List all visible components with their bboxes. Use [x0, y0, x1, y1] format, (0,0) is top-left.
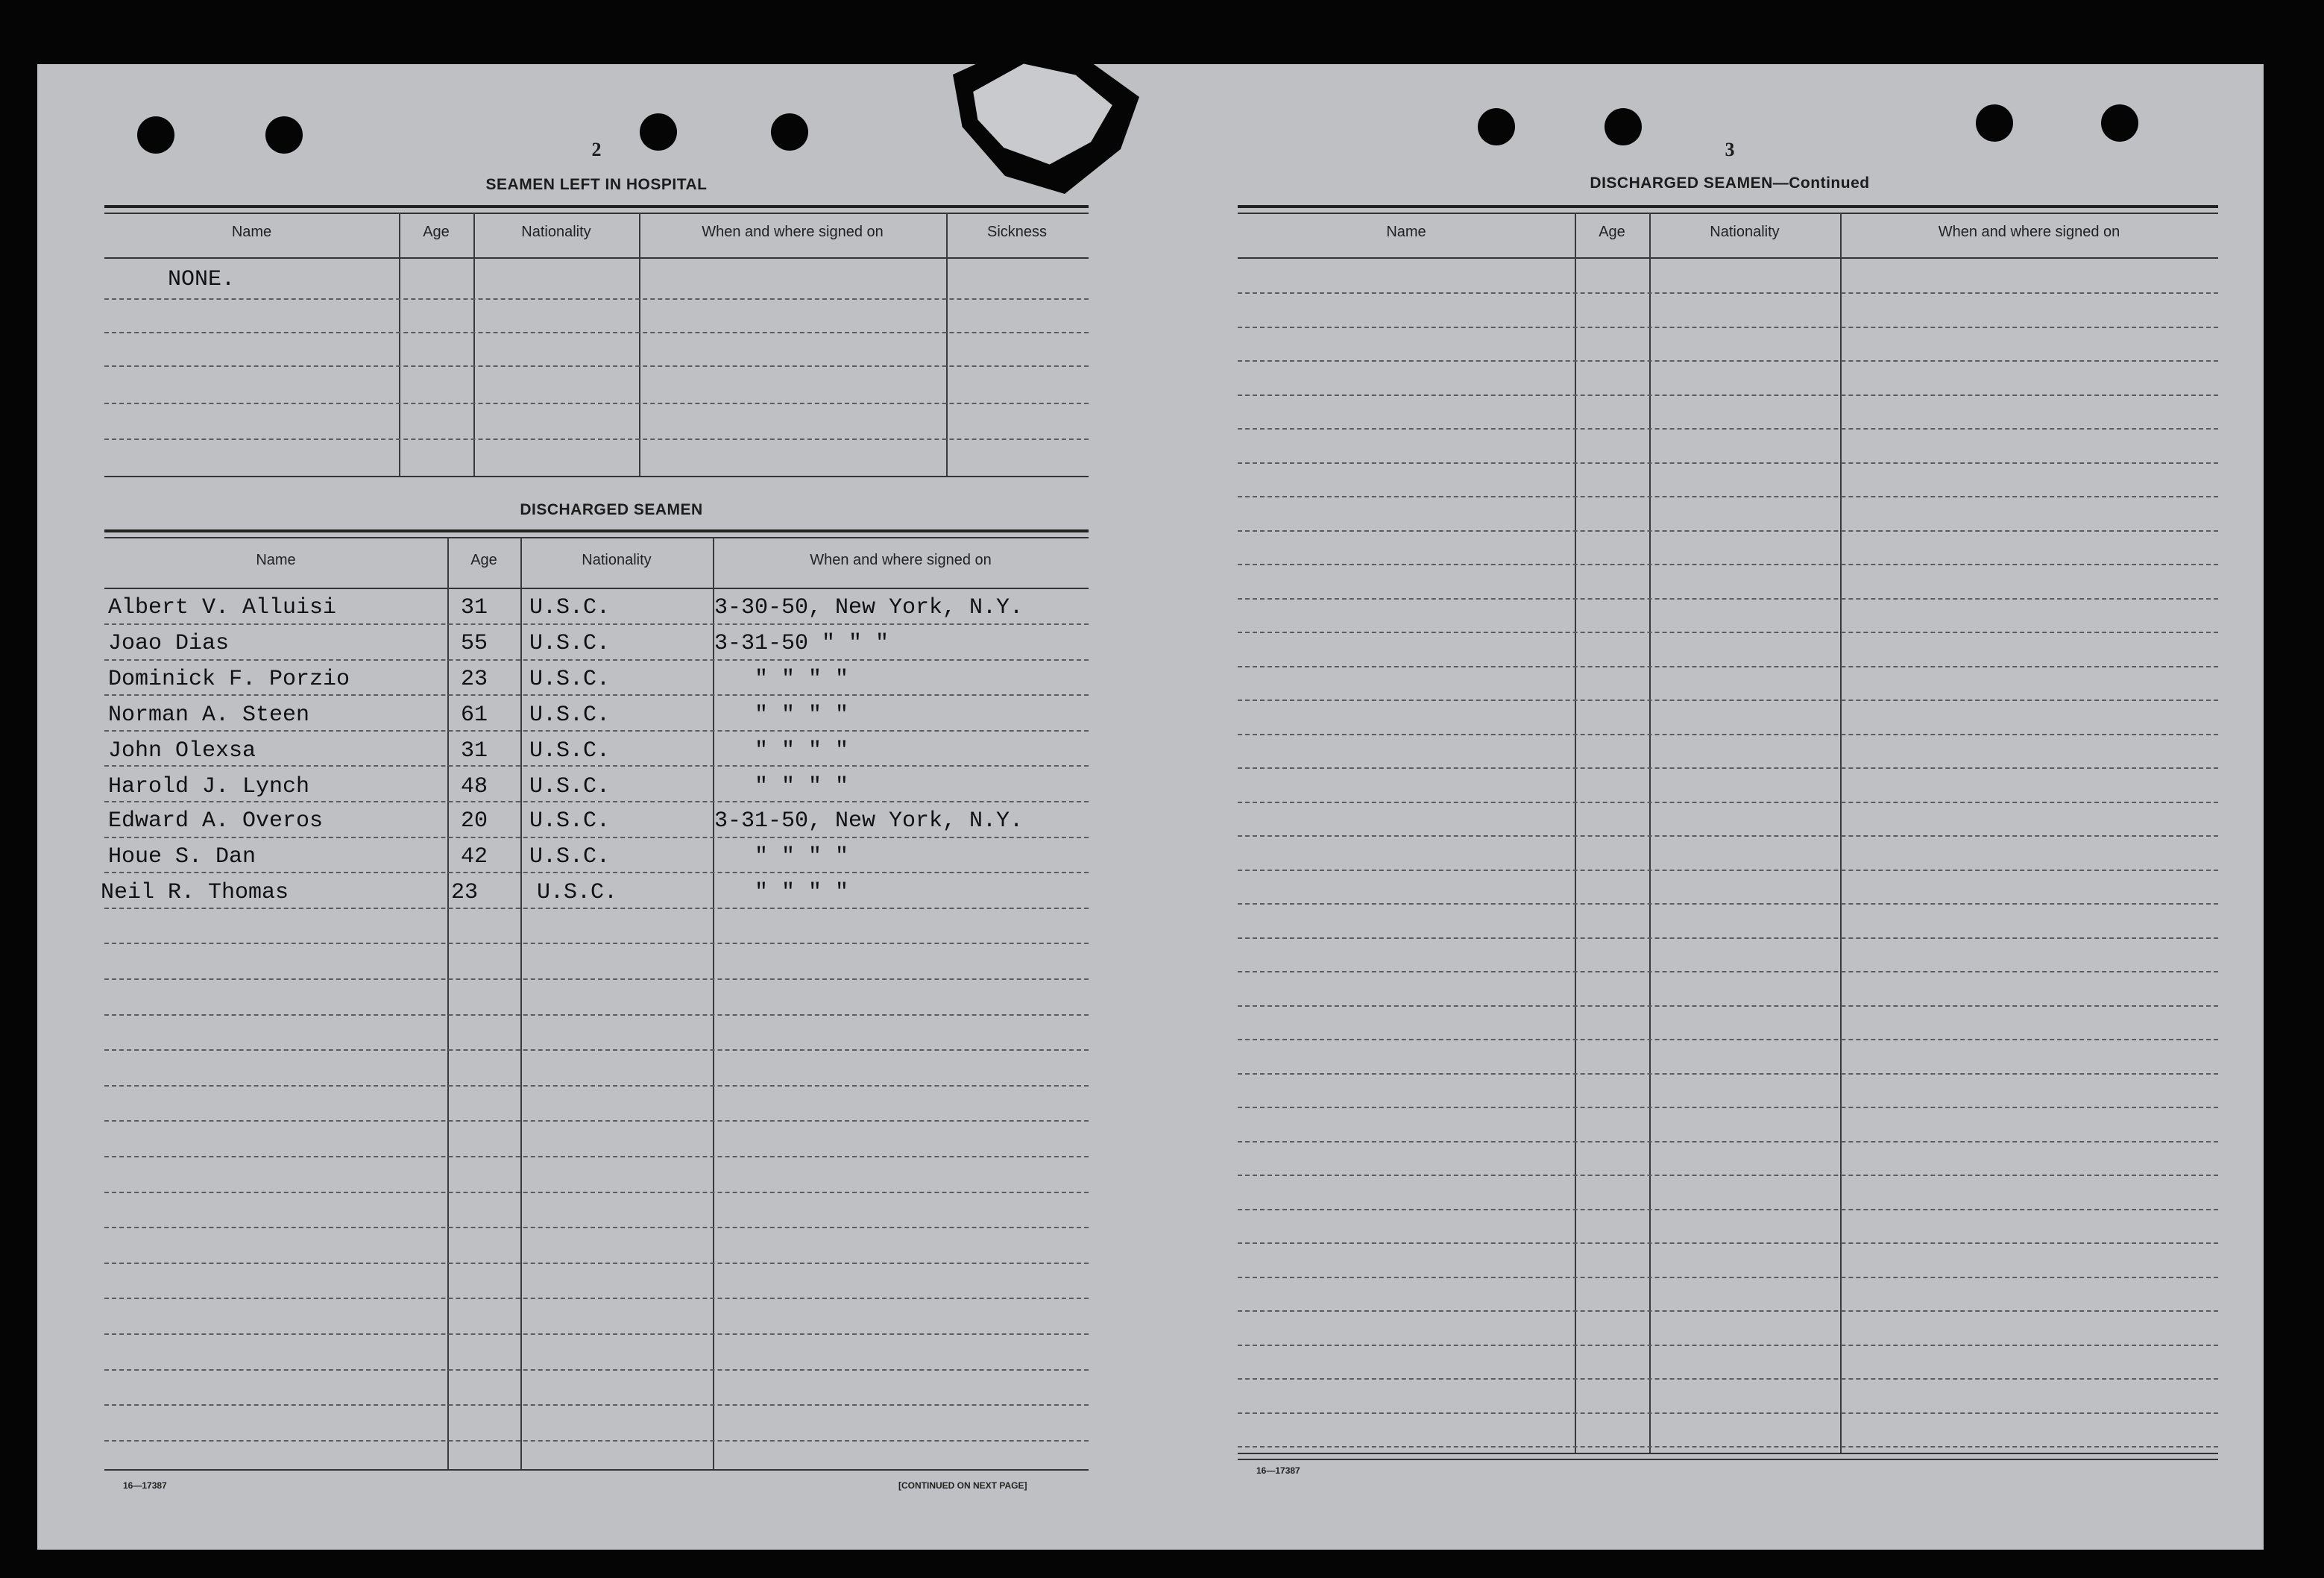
column-header-name: Name: [1386, 224, 1426, 240]
row-line: [1238, 903, 2218, 905]
seaman-nationality: U.S.C.: [529, 702, 611, 728]
row-line: [104, 438, 1089, 440]
seaman-nationality: U.S.C.: [529, 844, 611, 870]
section-rule: [104, 537, 1089, 538]
row-line: [104, 943, 1089, 944]
column-header-signed-on: When and where signed on: [1938, 224, 2120, 240]
column-header-age: Age: [1599, 224, 1625, 240]
row-line: [1238, 1412, 2218, 1414]
seaman-nationality: U.S.C.: [537, 880, 618, 905]
row-line: [1238, 327, 2218, 328]
row-line: [1238, 564, 2218, 565]
row-line: [104, 872, 1089, 873]
row-line: [104, 978, 1089, 980]
row-line: [1238, 428, 2218, 430]
seaman-nationality: U.S.C.: [529, 774, 611, 799]
row-line: [104, 837, 1089, 838]
seaman-name: Neil R. Thomas: [101, 880, 289, 905]
row-line: [104, 1263, 1089, 1264]
section-rule: [104, 205, 1089, 208]
row-line: [104, 1120, 1089, 1122]
column-header-nationality: Nationality: [582, 552, 652, 568]
punch-hole: [1478, 108, 1515, 145]
row-line: [1238, 802, 2218, 803]
row-line: [104, 1333, 1089, 1335]
column-header-nationality: Nationality: [1710, 224, 1780, 240]
seaman-signed-on: 3-30-50, New York, N.Y.: [714, 595, 1024, 620]
row-line: [1238, 1310, 2218, 1312]
section-rule: [1238, 205, 2218, 208]
seaman-age: 55: [461, 631, 488, 656]
row-line: [1238, 971, 2218, 972]
seaman-signed-on: " " " ": [755, 667, 849, 692]
seaman-age: 20: [461, 808, 488, 834]
punch-hole: [1605, 108, 1642, 145]
row-line: [104, 659, 1089, 661]
row-line: [104, 908, 1089, 909]
hospital-entry-none: NONE.: [168, 267, 236, 292]
column-header-signed-on: When and where signed on: [702, 224, 884, 240]
row-line: [1238, 1039, 2218, 1040]
section-rule: [104, 213, 1089, 214]
row-line: [1238, 767, 2218, 769]
discharged-section-title: DISCHARGED SEAMEN: [520, 501, 703, 518]
row-line: [104, 1227, 1089, 1228]
seaman-name: Joao Dias: [108, 631, 230, 656]
seaman-nationality: U.S.C.: [529, 738, 611, 764]
page-number-right: 3: [1725, 139, 1735, 160]
column-header-age: Age: [423, 224, 450, 240]
header-rule: [1238, 257, 2218, 259]
column-header-sickness: Sickness: [986, 224, 1048, 240]
row-line: [1238, 666, 2218, 667]
seaman-signed-on: " " " ": [755, 774, 849, 799]
column-divider: [946, 213, 948, 477]
seaman-signed-on: " " " ": [755, 702, 849, 728]
seaman-nationality: U.S.C.: [529, 595, 611, 620]
seaman-name: Houe S. Dan: [108, 844, 256, 870]
document-sheet: [37, 64, 2264, 1550]
row-line: [1238, 292, 2218, 294]
row-line: [104, 1014, 1089, 1016]
column-divider: [473, 213, 475, 477]
seaman-signed-on: 3-31-50 " " ": [714, 631, 889, 656]
row-line: [104, 332, 1089, 333]
punch-hole: [1976, 104, 2013, 142]
row-line: [1238, 632, 2218, 633]
row-line: [104, 1085, 1089, 1087]
punch-hole: [137, 116, 174, 154]
row-line: [104, 1369, 1089, 1371]
row-line: [104, 1404, 1089, 1406]
row-line: [104, 298, 1089, 300]
row-line: [1238, 1446, 2218, 1447]
row-line: [104, 623, 1089, 625]
page-number-left: 2: [591, 139, 602, 160]
punch-hole: [771, 113, 808, 151]
column-divider: [713, 537, 714, 1469]
punch-hole: [2101, 104, 2138, 142]
seaman-nationality: U.S.C.: [529, 808, 611, 834]
punch-hole: [265, 116, 303, 154]
seaman-age: 31: [461, 595, 488, 620]
row-line: [1238, 734, 2218, 735]
row-line: [1238, 530, 2218, 532]
column-divider: [447, 537, 449, 1469]
row-line: [104, 730, 1089, 732]
seaman-name: John Olexsa: [108, 738, 256, 764]
row-line: [1238, 1175, 2218, 1176]
row-line: [1238, 1141, 2218, 1142]
table-bottom-rule: [1238, 1459, 2218, 1460]
column-divider: [399, 213, 400, 477]
column-header-name: Name: [231, 224, 272, 240]
row-line: [1238, 462, 2218, 464]
row-line: [1238, 1277, 2218, 1278]
form-number-right: 16—17387: [1256, 1465, 1300, 1476]
row-line: [104, 403, 1089, 404]
punch-hole: [640, 113, 677, 151]
seaman-name: Dominick F. Porzio: [108, 667, 350, 692]
column-header-nationality: Nationality: [521, 224, 591, 240]
row-line: [1238, 598, 2218, 600]
form-number-left: 16—17387: [123, 1480, 167, 1491]
table-bottom-rule: [104, 1469, 1089, 1471]
hospital-section-title: SEAMEN LEFT IN HOSPITAL: [485, 176, 708, 193]
column-divider: [520, 537, 522, 1469]
row-line: [1238, 1378, 2218, 1380]
continued-note: [CONTINUED ON NEXT PAGE]: [898, 1480, 1027, 1491]
row-line: [104, 1298, 1089, 1299]
row-line: [1238, 1345, 2218, 1346]
row-line: [1238, 1073, 2218, 1075]
column-header-name: Name: [256, 552, 296, 568]
row-line: [1238, 700, 2218, 701]
seaman-signed-on: " " " ": [755, 738, 849, 764]
seaman-age: 23: [451, 880, 479, 905]
row-line: [104, 1156, 1089, 1157]
row-line: [104, 765, 1089, 767]
seaman-signed-on: 3-31-50, New York, N.Y.: [714, 808, 1024, 834]
column-divider: [639, 213, 640, 477]
seaman-name: Albert V. Alluisi: [108, 595, 337, 620]
seaman-nationality: U.S.C.: [529, 631, 611, 656]
column-divider: [1840, 213, 1842, 1454]
column-header-signed-on: When and where signed on: [810, 552, 992, 568]
row-line: [1238, 870, 2218, 871]
seaman-age: 42: [461, 844, 488, 870]
seaman-signed-on: " " " ": [755, 880, 849, 905]
row-line: [1238, 1242, 2218, 1244]
seaman-age: 23: [461, 667, 488, 692]
section-rule: [1238, 213, 2218, 214]
seaman-age: 61: [461, 702, 488, 728]
row-line: [104, 801, 1089, 802]
row-line: [1238, 1209, 2218, 1210]
row-line: [1238, 496, 2218, 497]
seaman-nationality: U.S.C.: [529, 667, 611, 692]
header-rule: [104, 588, 1089, 589]
table-bottom-rule: [104, 476, 1089, 477]
row-line: [104, 1440, 1089, 1442]
seaman-signed-on: " " " ": [755, 844, 849, 870]
column-header-age: Age: [470, 552, 497, 568]
column-divider: [1575, 213, 1576, 1454]
row-line: [104, 1049, 1089, 1051]
row-line: [1238, 360, 2218, 362]
row-line: [1238, 937, 2218, 939]
row-line: [1238, 1005, 2218, 1007]
row-line: [104, 365, 1089, 367]
seaman-age: 48: [461, 774, 488, 799]
seaman-name: Edward A. Overos: [108, 808, 324, 834]
section-rule: [104, 529, 1089, 532]
table-bottom-rule: [1238, 1453, 2218, 1454]
seaman-age: 31: [461, 738, 488, 764]
discharged-continued-title: DISCHARGED SEAMEN—Continued: [1590, 175, 1870, 192]
row-line: [1238, 394, 2218, 396]
row-line: [1238, 835, 2218, 837]
row-line: [104, 1192, 1089, 1193]
column-divider: [1649, 213, 1651, 1454]
row-line: [1238, 1107, 2218, 1108]
seaman-name: Norman A. Steen: [108, 702, 310, 728]
seaman-name: Harold J. Lynch: [108, 774, 310, 799]
row-line: [104, 694, 1089, 696]
header-rule: [104, 257, 1089, 259]
